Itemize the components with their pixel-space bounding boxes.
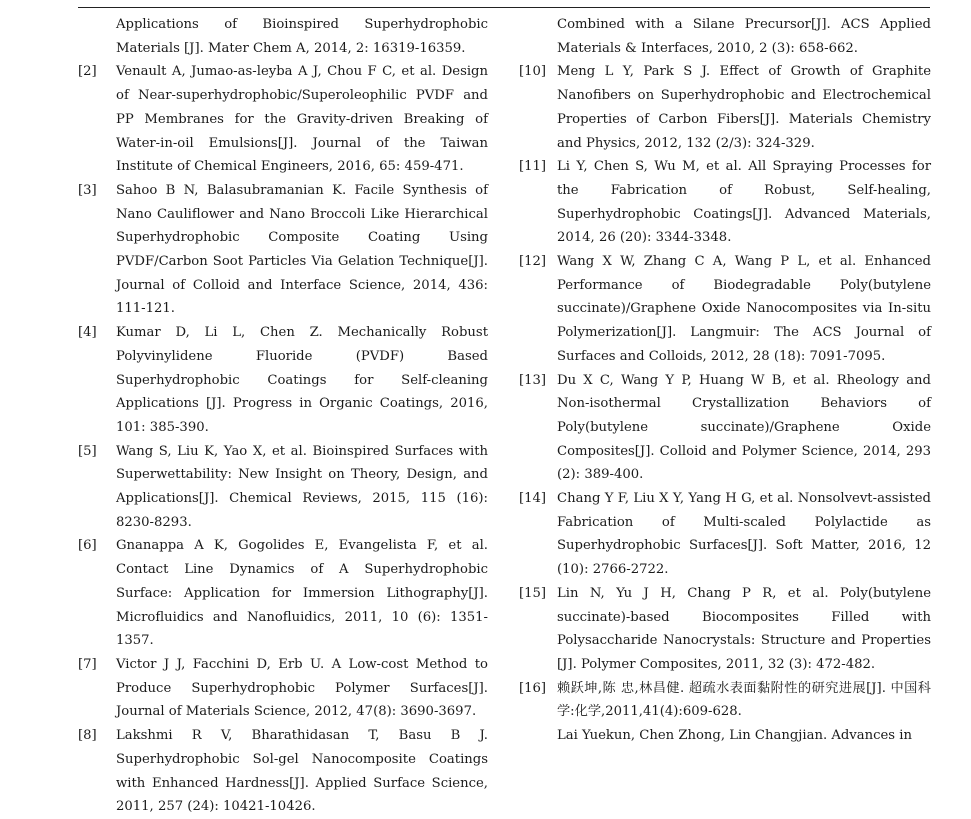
- reference-entry-10: [519, 60, 931, 155]
- reference-entry-14: [519, 487, 931, 582]
- reference-text: Li Y, Chen S, Wu M, et al. All Spraying Processes for the Fabrication of Robust, Self-healing, Superhydrophobic Coatings[J]. Advanced Materials, 2014, 26 (20): 3344-3348.: [557, 159, 931, 246]
- reference-number: [14]: [519, 491, 547, 507]
- reference-entry-1-continued: [78, 13, 488, 60]
- reference-entry-13: [519, 369, 931, 488]
- reference-entry-11: [519, 155, 931, 250]
- reference-text: Meng L Y, Park S J. Effect of Growth of Graphite Nanofibers on Superhydrophobic and Electrochemical Properties of Carbon Fibers[J]. Materials Chemistry and Physics, 2012, 132 (2/3): 324-329.: [557, 64, 931, 151]
- reference-text: Combined with a Silane Precursor[J]. ACS Applied Materials & Interfaces, 2010, 2 (3): 658-662.: [557, 17, 931, 56]
- reference-text: Gnanappa A K, Gogolides E, Evangelista F, et al. Contact Line Dynamics of A Superhydrophobic Surface: Application for Immersion Lithography[J]. Microfluidics and Nanofluidics, 2011, 10 (6): 1351-1357.: [116, 538, 488, 649]
- reference-entry-4: [78, 321, 488, 440]
- reference-number: [6]: [78, 538, 97, 554]
- reference-entry-16-english-title: Lai Yuekun, Chen Zhong, Lin Changjian. Advances in: [557, 728, 912, 744]
- reference-text: Wang S, Liu K, Yao X, et al. Bioinspired Surfaces with Superwettability: New Insight on Theory, Design, and Applications[J]. Chemical Reviews, 2015, 115 (16): 8230-8293.: [116, 443, 488, 530]
- reference-number: [15]: [519, 585, 547, 601]
- reference-text: Venault A, Jumao-as-leyba A J, Chou F C, et al. Design of Near-superhydrophobic/Superoleophilic PVDF and PP Membranes for the Gravity-driven Breaking of Water-in-oil Emulsions[J]. Journal of the Taiwan Institute of Chemical Engineers, 2016, 65: 459-471.: [116, 64, 488, 175]
- reference-entry-12: [519, 250, 931, 369]
- reference-number: [3]: [78, 182, 97, 198]
- reference-number: [8]: [78, 728, 97, 744]
- reference-number: [11]: [519, 159, 547, 175]
- reference-text: Wang X W, Zhang C A, Wang P L, et al. Enhanced Performance of Biodegradable Poly(butylene succinate)/Graphene Oxide Nanocomposites via In-situ Polymerization[J]. Langmuir: The ACS Journal of Surfaces and Colloids, 2012, 28 (18): 7091-7095.: [557, 254, 931, 364]
- reference-number: [13]: [519, 372, 547, 388]
- reference-list-right: [519, 13, 931, 748]
- reference-text: Chang Y F, Liu X Y, Yang H G, et al. Nonsolvevt-assisted Fabrication of Multi-scaled Polylactide as Superhydrophobic Surfaces[J]. Soft Matter, 2016, 12 (10): 2766-2722.: [557, 491, 931, 578]
- reference-text: Kumar D, Li L, Chen Z. Mechanically Robust Polyvinylidene Fluoride (PVDF) Based Superhydrophobic Coatings for Self-cleaning Applications [J]. Progress in Organic Coatings, 2016, 101: 385-390.: [116, 325, 488, 435]
- reference-text: Lakshmi R V, Bharathidasan T, Basu B J. Superhydrophobic Sol-gel Nanocomposite Coatings with Enhanced Hardness[J]. Applied Surface Science, 2011, 257 (24): 10421-10426.: [116, 728, 488, 815]
- reference-number: [16]: [519, 680, 547, 696]
- reference-entry-6: [78, 534, 488, 653]
- top-rule: [78, 7, 930, 8]
- reference-entry-16: [519, 677, 931, 724]
- reference-text: Lin N, Yu J H, Chang P R, et al. Poly(butylene succinate)-based Biocomposites Filled with Polysaccharide Nanocrystals: Structure and Properties [J]. Polymer Composites, 2011, 32 (3): 472-482.: [557, 585, 931, 672]
- reference-entry-2: [78, 60, 488, 179]
- reference-number: [4]: [78, 325, 97, 341]
- reference-list-left: [78, 13, 488, 819]
- reference-text: Du X C, Wang Y P, Huang W B, et al. Rheology and Non-isothermal Crystallization Behaviors of Poly(butylene succinate)/Graphene Oxide Composites[J]. Colloid and Polymer Science, 2014, 293 (2): 389-400.: [557, 372, 931, 483]
- reference-text: Victor J J, Facchini D, Erb U. A Low-cost Method to Produce Superhydrophobic Polymer Surfaces[J]. Journal of Materials Science, 2012, 47(8): 3690-3697.: [116, 656, 488, 720]
- reference-text: 赖跃坤,陈 忠,林昌健. 超疏水表面黏附性的研究进展[J]. 中国科学:化学,2011,41(4):609-628.: [557, 680, 931, 720]
- reference-entry-15: [519, 582, 931, 677]
- reference-text: Sahoo B N, Balasubramanian K. Facile Synthesis of Nano Cauliflower and Nano Broccoli Like Hierarchical Superhydrophobic Composite Coating Using PVDF/Carbon Soot Particles Via Gelation Technique[J]. Journal of Colloid and Interface Science, 2014, 436: 111-121.: [116, 182, 488, 317]
- reference-text: Applications of Bioinspired Superhydrophobic Materials [J]. Mater Chem A, 2014, 2: 16319-16359.: [116, 17, 488, 56]
- reference-entry-7: [78, 653, 488, 724]
- reference-entry-8: [78, 724, 488, 819]
- reference-number: [12]: [519, 254, 547, 270]
- reference-entry-9-continued: [519, 13, 931, 60]
- reference-entry-5: [78, 440, 488, 535]
- reference-entry-3: [78, 179, 488, 321]
- reference-number: [10]: [519, 64, 547, 80]
- reference-number: [5]: [78, 443, 97, 459]
- reference-number: [7]: [78, 656, 97, 672]
- reference-number: [2]: [78, 64, 97, 80]
